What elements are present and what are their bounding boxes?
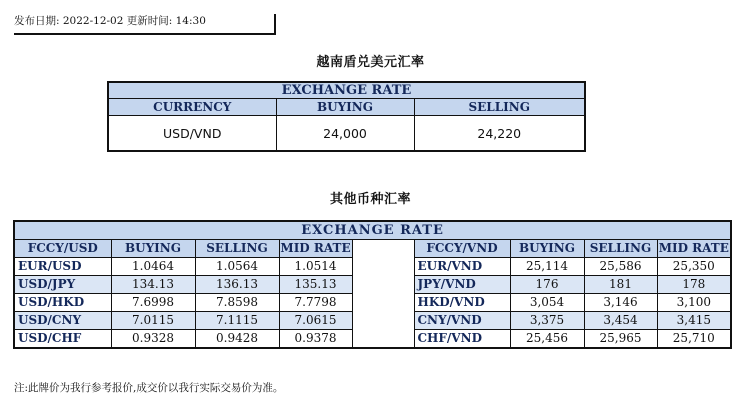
vnd-selling: 25,965 [584, 330, 657, 349]
usd-selling: 136.13 [195, 276, 279, 294]
buying-rate: 24,000 [276, 116, 414, 152]
col-selling: SELLING [195, 240, 279, 258]
table-row [14, 258, 731, 276]
usd-selling: 7.1115 [195, 312, 279, 330]
usd-buying: 7.0115 [111, 312, 195, 330]
vnd-selling: 25,586 [584, 258, 657, 276]
usd-mid-rate: 1.0514 [279, 258, 352, 276]
usd-selling: 7.8598 [195, 294, 279, 312]
col-mid-rate: MID RATE [279, 240, 352, 258]
table-row [14, 330, 731, 349]
col-fccy-vnd: FCCY/VND [414, 240, 510, 258]
col-buying: BUYING [111, 240, 195, 258]
vnd-mid-rate: 25,710 [657, 330, 731, 349]
other-currencies-title: 其他币种汇率 [329, 192, 411, 207]
fccy-vnd-pair: CNY/VND [414, 312, 510, 330]
currency-pair: USD/VND [108, 116, 276, 152]
col-buying: BUYING [510, 240, 584, 258]
spacer-cell [352, 258, 414, 276]
usd-selling: 1.0564 [195, 258, 279, 276]
col-currency: CURRENCY [108, 99, 276, 116]
fccy-vnd-pair: CHF/VND [414, 330, 510, 349]
usd-selling: 0.9428 [195, 330, 279, 349]
usd-mid-rate: 7.7798 [279, 294, 352, 312]
spacer-cell [352, 294, 414, 312]
table-row [14, 312, 731, 330]
vnd-selling: 181 [584, 276, 657, 294]
col-fccy-usd: FCCY/USD [14, 240, 111, 258]
usd-mid-rate: 0.9378 [279, 330, 352, 349]
spacer-cell [352, 330, 414, 349]
vnd-mid-rate: 3,100 [657, 294, 731, 312]
usd-mid-rate: 135.13 [279, 276, 352, 294]
spacer-cell [352, 312, 414, 330]
exchange-rate-header: EXCHANGE RATE [14, 221, 731, 240]
fccy-vnd-pair: HKD/VND [414, 294, 510, 312]
selling-rate: 24,220 [414, 116, 585, 152]
fccy-usd-pair: USD/CNY [14, 312, 111, 330]
vnd-usd-title: 越南盾兑美元汇率 [316, 55, 425, 70]
vnd-buying: 3,054 [510, 294, 584, 312]
fccy-usd-pair: EUR/USD [14, 258, 111, 276]
fccy-usd-pair: USD/HKD [14, 294, 111, 312]
vnd-buying: 25,114 [510, 258, 584, 276]
publish-date: 发布日期: 2022-12-02 更新时间: 14:30 [14, 14, 276, 35]
vnd-selling: 3,454 [584, 312, 657, 330]
vnd-mid-rate: 25,350 [657, 258, 731, 276]
fccy-usd-pair: USD/CHF [14, 330, 111, 349]
fccy-usd-pair: USD/JPY [14, 276, 111, 294]
usd-mid-rate: 7.0615 [279, 312, 352, 330]
vnd-mid-rate: 3,415 [657, 312, 731, 330]
disclaimer-note: 注:此牌价为我行参考报价,成交价以我行实际交易价为准。 [14, 382, 284, 394]
col-selling: SELLING [584, 240, 657, 258]
table-row [14, 294, 731, 312]
spacer-column [352, 240, 414, 258]
col-selling: SELLING [414, 99, 585, 116]
usd-buying: 0.9328 [111, 330, 195, 349]
vnd-selling: 3,146 [584, 294, 657, 312]
vnd-usd-rate-table [107, 81, 586, 152]
fccy-vnd-pair: EUR/VND [414, 258, 510, 276]
fccy-vnd-pair: JPY/VND [414, 276, 510, 294]
vnd-buying: 176 [510, 276, 584, 294]
col-mid-rate: MID RATE [657, 240, 731, 258]
other-currency-rate-table [13, 220, 732, 349]
usd-buying: 7.6998 [111, 294, 195, 312]
spacer-cell [352, 276, 414, 294]
exchange-rate-header: EXCHANGE RATE [108, 82, 585, 99]
vnd-buying: 25,456 [510, 330, 584, 349]
col-buying: BUYING [276, 99, 414, 116]
vnd-mid-rate: 178 [657, 276, 731, 294]
usd-buying: 134.13 [111, 276, 195, 294]
usd-buying: 1.0464 [111, 258, 195, 276]
table-row [14, 276, 731, 294]
vnd-buying: 3,375 [510, 312, 584, 330]
